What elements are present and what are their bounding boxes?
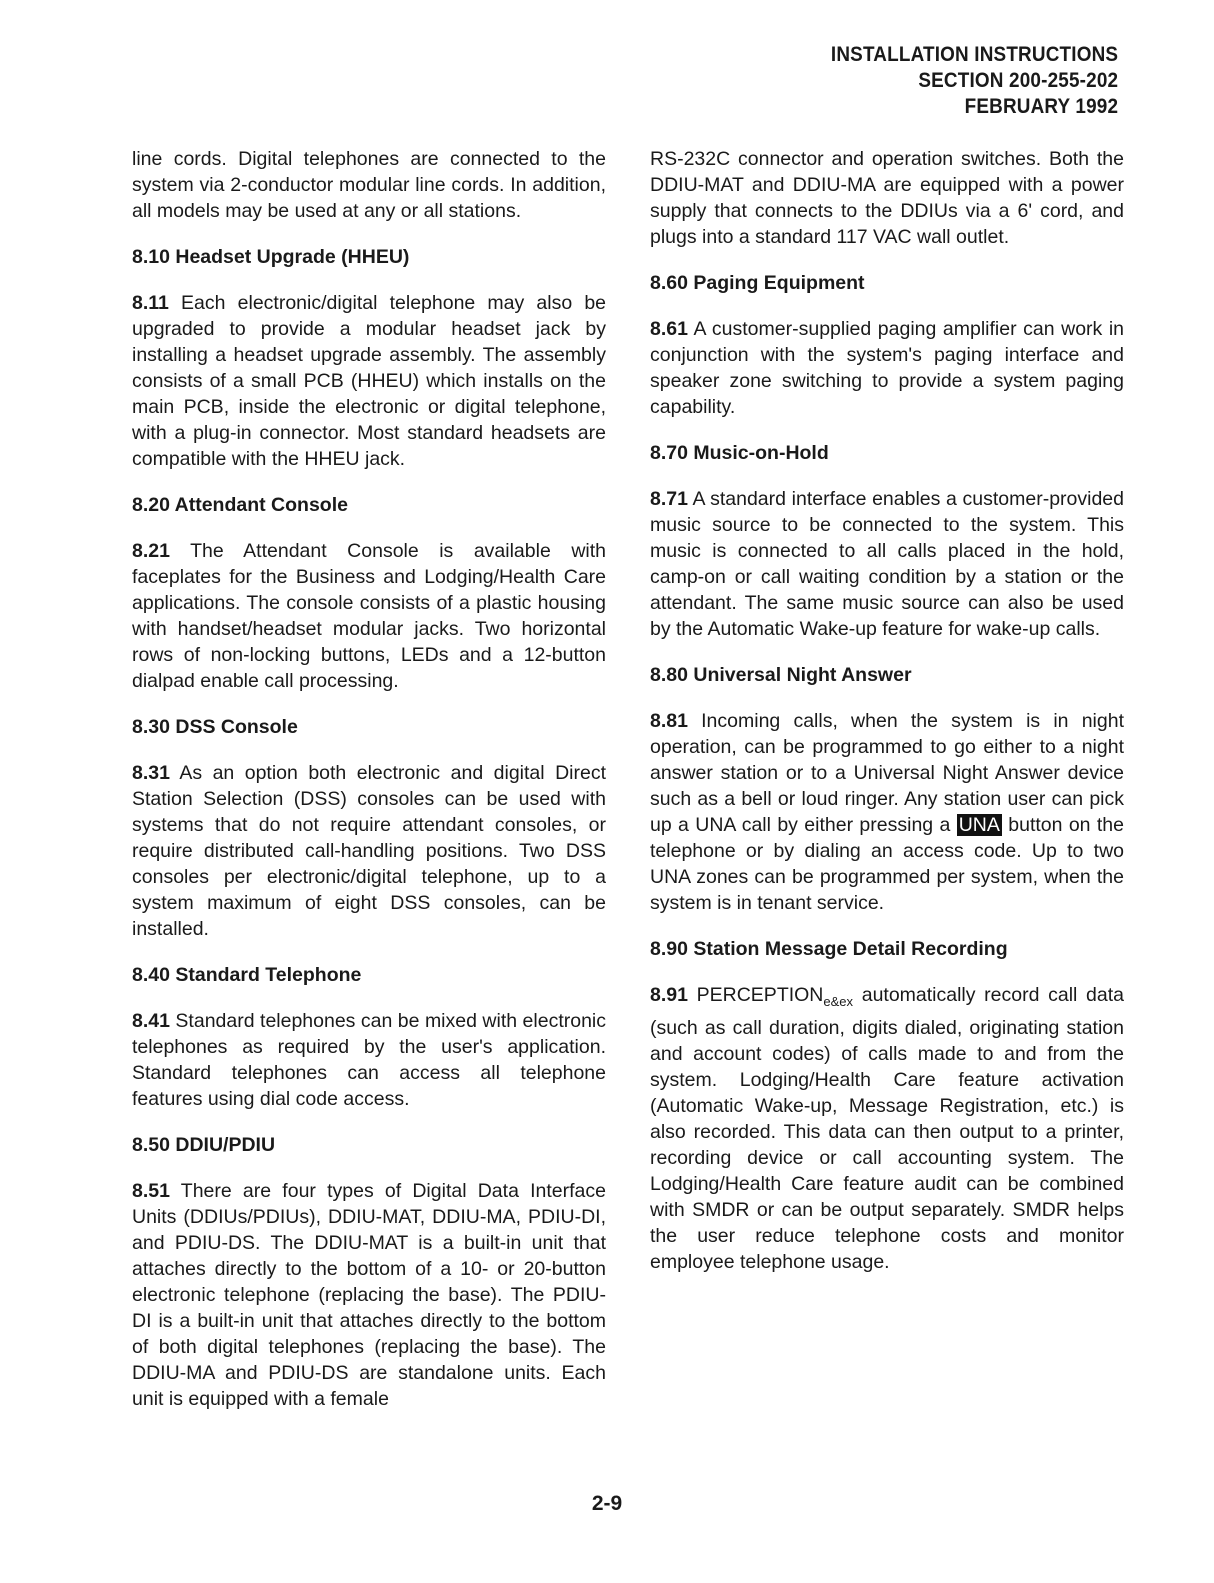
para-number: 8.61 (650, 318, 688, 340)
header-title: INSTALLATION INSTRUCTIONS (830, 43, 1118, 66)
paragraph-8-51 (132, 1178, 606, 1412)
paragraph-8-71 (650, 486, 1124, 642)
header-date: FEBRUARY 1992 (964, 95, 1118, 118)
paragraph-8-91 (650, 982, 1124, 1275)
heading-8-10: 8.10 Headset Upgrade (HHEU) (132, 246, 410, 268)
paragraph-continued: RS-232C connector and operation switches. Both the DDIU-MAT and DDIU-MA are equipped with a power supply that connects to the DDIUs via a 6' cord, and plugs into a standard 117 VAC wall outlet. (650, 148, 1124, 248)
paragraph-8-61 (650, 316, 1124, 420)
heading-8-50: 8.50 DDIU/PDIU (132, 1134, 276, 1156)
paragraph-continued: line cords. Digital telephones are connected to the system via 2-conductor modular line cords. In addition, all models may be used at any or all stations. (132, 148, 606, 222)
para-text: The Attendant Console is available with faceplates for the Business and Lodging/Health Care applications. The console consists of a plastic housing with handset/headset modular jacks. Two horizontal rows of non-locking buttons, LEDs and a 12-button dialpad enable call processing. (132, 540, 606, 692)
para-number: 8.71 (650, 488, 688, 510)
para-text: A customer-supplied paging amplifier can work in conjunction with the system's paging interface and speaker zone switching to provide a system paging capability. (650, 318, 1125, 418)
page-number: 2-9 (591, 1492, 623, 1515)
heading-8-30: 8.30 DSS Console (132, 716, 298, 738)
para-number: 8.21 (132, 540, 170, 562)
para-text: Incoming calls, when the system is in night operation, can be programmed to go either to a night answer station or to a Universal Night Answer device such as a bell or loud ringer. Any station user can pick up a UNA call by either pressing a (650, 710, 1124, 836)
heading-8-20: 8.20 Attendant Console (132, 494, 348, 516)
paragraph-8-41 (132, 1008, 606, 1112)
paragraph-8-31 (132, 760, 606, 942)
para-text: Each electronic/digital telephone may also be upgraded to provide a modular headset jack by installing a headset upgrade assembly. The assembly consists of a small PCB (HHEU) which installs on the main PCB, inside the electronic or digital telephone, with a plug-in connector. Most standard headsets are compatible with the HHEU jack. (132, 292, 607, 470)
heading-8-80: 8.80 Universal Night Answer (650, 664, 912, 686)
para-number: 8.41 (132, 1010, 170, 1032)
para-number: 8.81 (650, 710, 688, 732)
para-number: 8.11 (132, 292, 169, 314)
para-number: 8.31 (132, 762, 170, 784)
para-text: A standard interface enables a customer-provided music source to be connected to the system. This music is connected to all calls placed in the hold, camp-on or call waiting condition by a station or the attendant. The same music source can also be used by the Automatic Wake-up feature for wake-up calls. (650, 488, 1124, 640)
header-section: SECTION 200-255-202 (918, 69, 1118, 92)
para-text: button on the telephone or by dialing an access code. Up to two UNA zones can be programmed per system, when the system is in tenant service. (650, 814, 1125, 914)
brand-name: PERCEPTION (696, 984, 824, 1006)
para-text: automatically record call data (such as call duration, digits dialed, originating station and account codes) of calls made to and from the system. Lodging/Health Care feature activation (Automatic Wake-up, Message Registration, etc.) is also recorded. This data can then output to a printer, recording device or call accounting system. The Lodging/Health Care feature audit can be combined with SMDR or can be output separately. SMDR helps the user reduce telephone costs and monitor employee telephone usage. (650, 984, 1124, 1273)
heading-8-40: 8.40 Standard Telephone (132, 964, 362, 986)
right-column (650, 146, 1124, 1295)
left-column (132, 146, 606, 1432)
para-text: Standard telephones can be mixed with electronic telephones as required by the user's application. Standard telephones can access all telephone features using dial code access. (132, 1010, 607, 1110)
para-number: 8.91 (650, 984, 688, 1006)
para-text: As an option both electronic and digital Direct Station Selection (DSS) consoles can be used with systems that do not require attendant consoles, or require distributed call-handling positions. Two DSS consoles per electronic/digital telephone, up to a system maximum of eight DSS consoles, can be installed. (132, 762, 606, 940)
page-header (831, 42, 1118, 120)
para-number: 8.51 (132, 1180, 170, 1202)
paragraph-8-11 (132, 290, 606, 472)
heading-8-70: 8.70 Music-on-Hold (650, 442, 829, 464)
para-text: There are four types of Digital Data Interface Units (DDIUs/PDIUs), DDIU-MAT, DDIU-MA, PDIU-DI, and PDIU-DS. The DDIU-MAT is a built-in unit that attaches directly to the bottom of a 10- or 20-button electronic telephone (replacing the base). The PDIU-DI is a built-in unit that attaches directly to the bottom of both digital telephones (replacing the base). The DDIU-MA and PDIU-DS are standalone units. Each unit is equipped with a female (132, 1180, 606, 1410)
heading-8-90: 8.90 Station Message Detail Recording (650, 938, 1008, 960)
heading-8-60: 8.60 Paging Equipment (650, 272, 865, 294)
brand-subscript: e&ex (823, 994, 854, 1009)
paragraph-8-21 (132, 538, 606, 694)
paragraph-8-81 (650, 708, 1124, 916)
una-key-label: UNA (958, 814, 1000, 836)
